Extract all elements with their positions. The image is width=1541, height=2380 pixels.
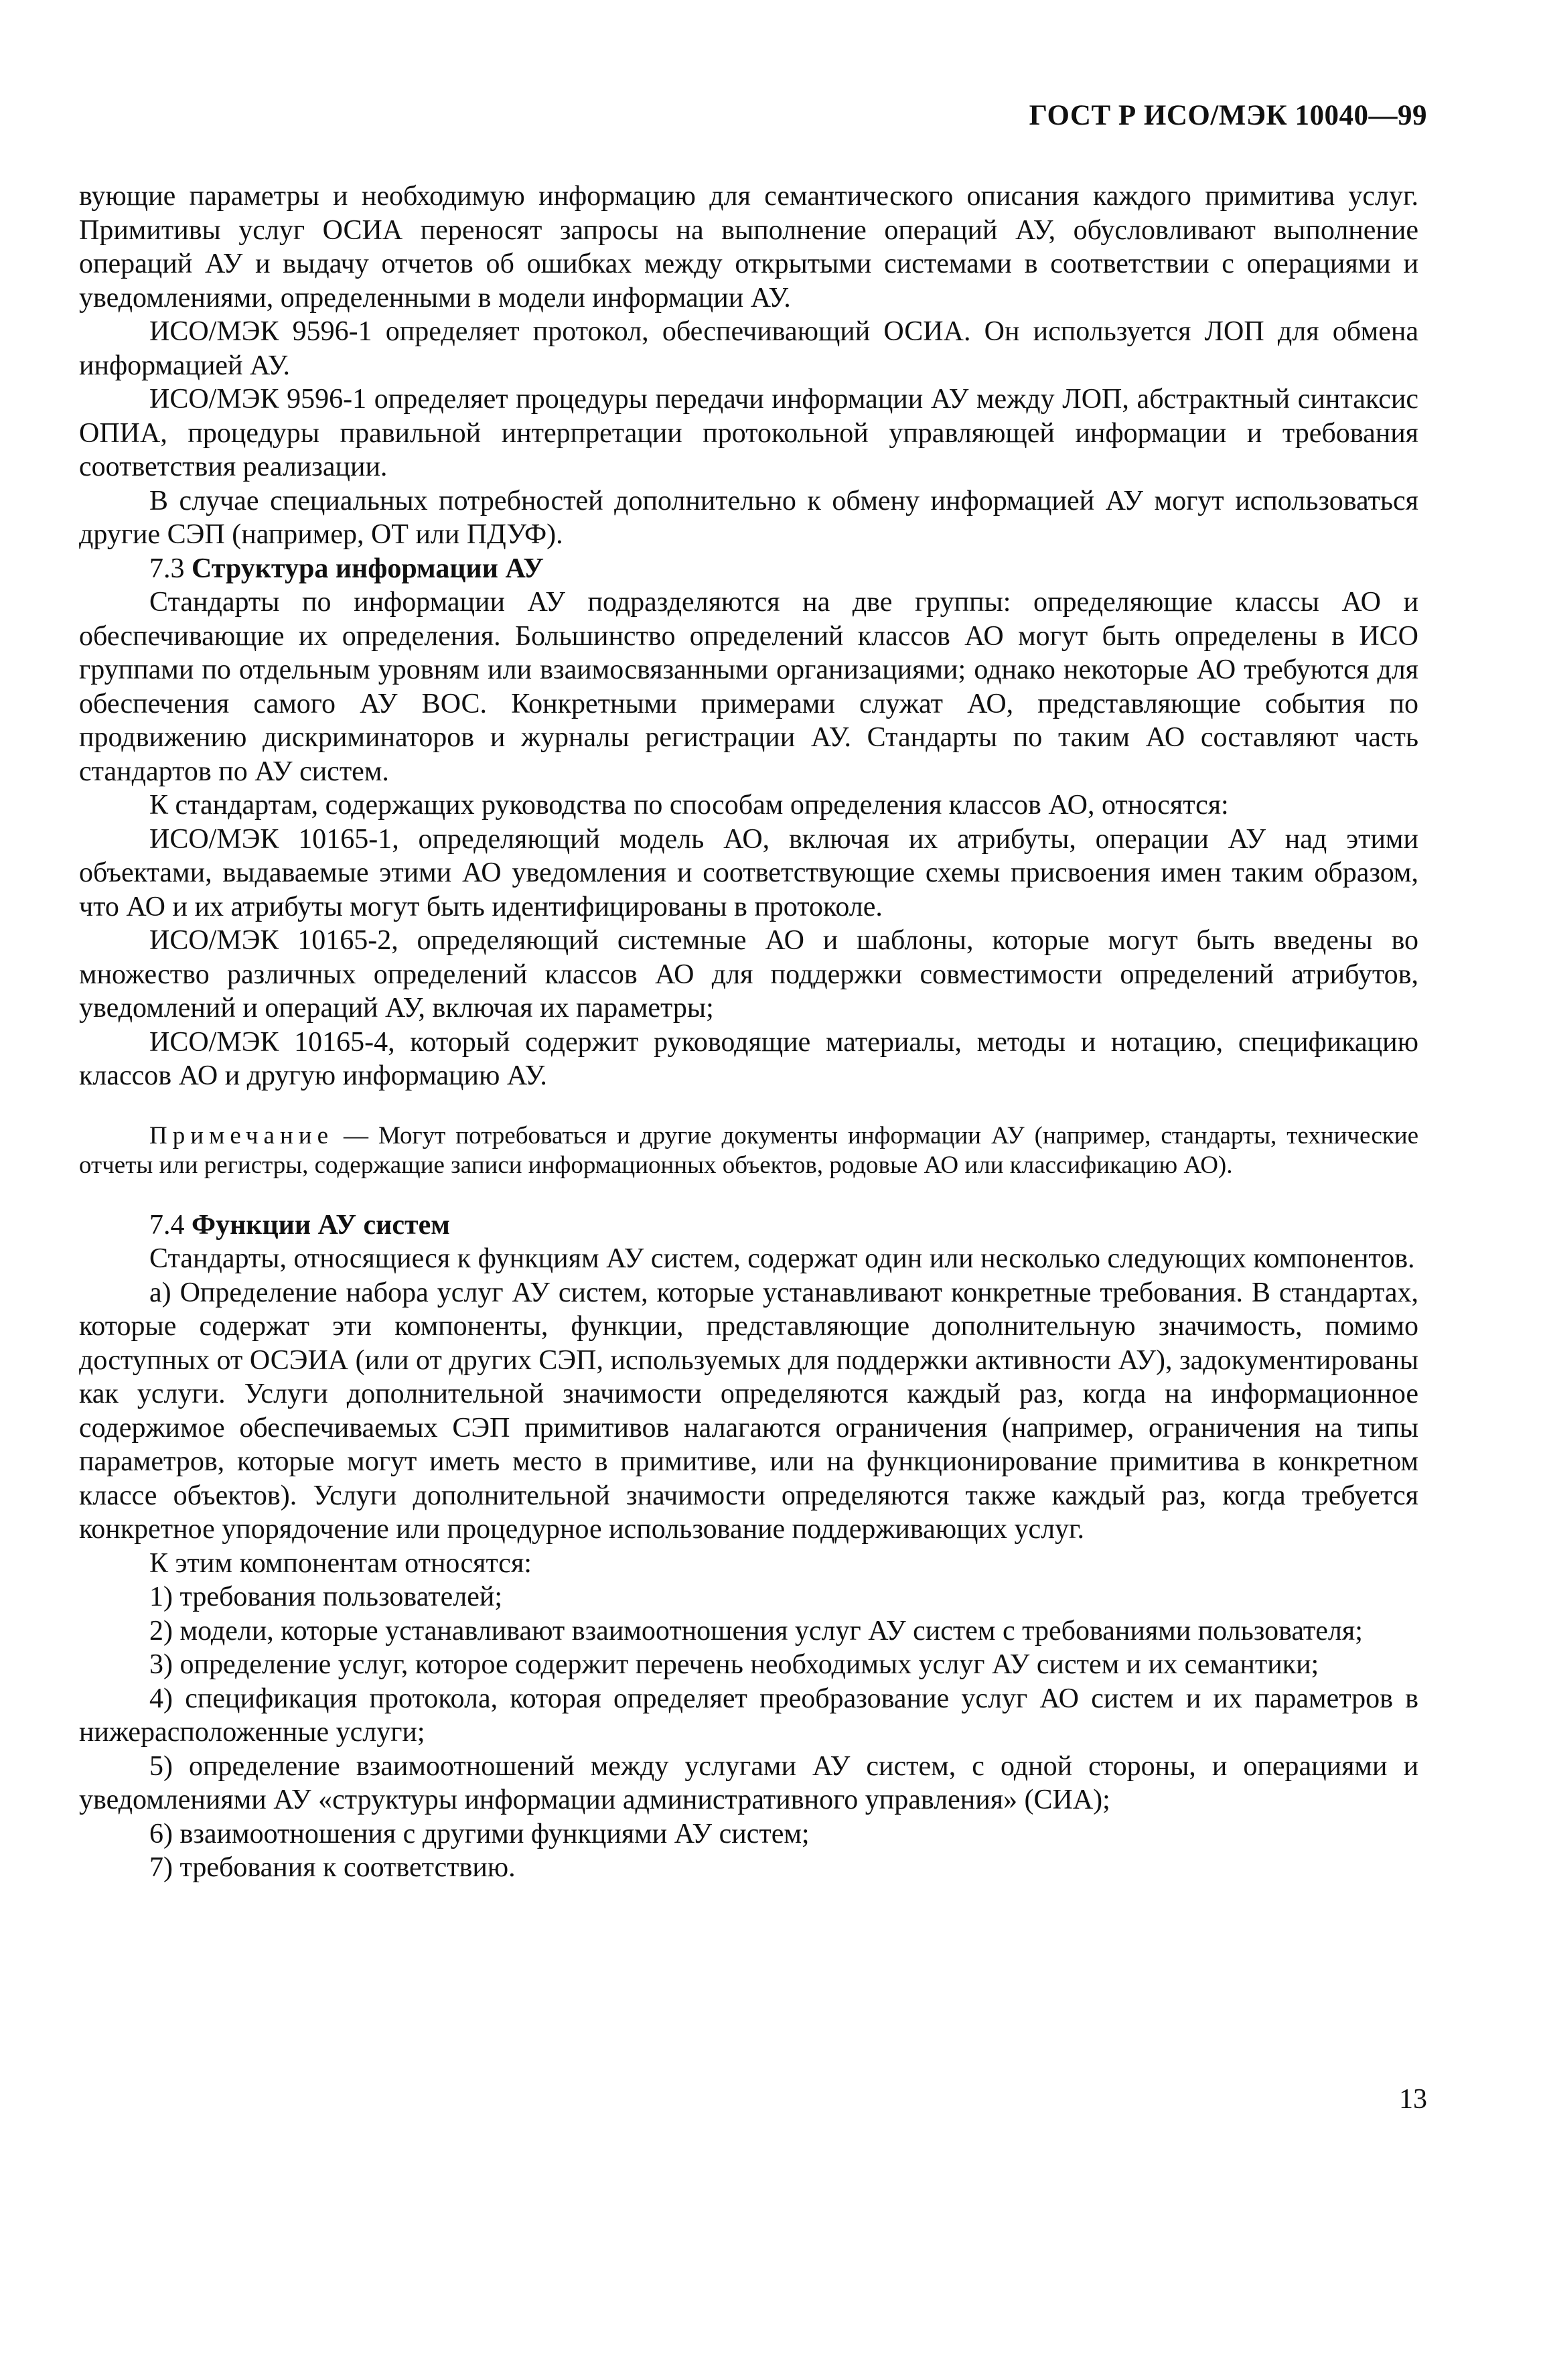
list-item: 3) определение услуг, которое содержит перечень необходимых услуг АУ систем и их семантики;	[149, 1649, 1319, 1680]
paragraph: ИСО/МЭК 10165-2, определяющий системные АО и шаблоны, которые могут быть введены во множество различных определений классов АО для поддержки совместимости определений атрибутов, уведомлений и операций АУ, включая их параметры;	[79, 925, 1418, 1024]
section-number: 7.4	[149, 1209, 185, 1241]
paragraph-continued: вующие параметры и необходимую информацию для семантического описания каждого примитива услуг. Примитивы услуг ОСИА переносят запросы на выполнение операций АУ, обусловливают выполнение операций АУ и выдачу отчетов об ошибках между открытыми системами в соответствии с операциями и уведомлениями, определенными в модели информации АУ.	[79, 181, 1418, 313]
list-item: 6) взаимоотношения с другими функциями АУ систем;	[149, 1818, 810, 1849]
list-item: 7) требования к соответствию.	[149, 1852, 516, 1883]
paragraph: ИСО/МЭК 10165-1, определяющий модель АО, включая их атрибуты, операции АУ над этими объектами, выдаваемые этими АО уведомления и соответствующие схемы присвоения имен таким образом, что АО и их атрибуты могут быть идентифицированы в протоколе.	[79, 823, 1418, 922]
section-heading-7-3	[79, 552, 1418, 586]
paragraph: В случае специальных потребностей дополнительно к обмену информацией АУ могут использоваться другие СЭП (например, ОТ или ПДУФ).	[79, 485, 1418, 550]
page-number: 13	[1399, 2084, 1427, 2115]
note-label: Примечание	[149, 1121, 334, 1149]
paragraph: ИСО/МЭК 10165-4, который содержит руководящие материалы, методы и нотацию, спецификацию классов АО и другую информацию АУ.	[79, 1026, 1418, 1091]
page-content	[79, 180, 1418, 1885]
paragraph: Стандарты по информации АУ подразделяются на две группы: определяющие классы АО и обеспечивающие их определения. Большинство определений классов АО могут быть определены в ИСО группами по отдельным уровням или взаимосвязанными организациями; однако некоторые АО требуются для обеспечения самого АУ ВОС. Конкретными примерами служат АО, представляющие события по продвижению дискриминаторов и журналы регистрации АУ. Стандарты по таким АО составляют часть стандартов по АУ систем.	[79, 587, 1418, 787]
section-number: 7.3	[149, 553, 185, 584]
list-item: 4) спецификация протокола, которая определяет преобразование услуг АО систем и их параметров в нижерасположенные услуги;	[79, 1683, 1418, 1748]
document-header: ГОСТ Р ИСО/МЭК 10040—99	[1029, 100, 1427, 131]
paragraph: а) Определение набора услуг АУ систем, которые устанавливают конкретные требования. В стандартах, которые содержат эти компоненты, функции, представляющие дополнительную значимость, помимо доступных от ОСЭИА (или от других СЭП, используемых для поддержки активности АУ), задокументированы как услуги. Услуги дополнительной значимости определяются каждый раз, когда на информационное содержимое обеспечиваемых СЭП примитивов налагаются ограничения (например, ограничения на типы параметров, которые могут иметь место в примитиве, или на функционирование примитива в конкретном классе объектов). Услуги дополнительной значимости определяются также каждый раз, когда требуется конкретное упорядочение или процедурное использование поддерживающих услуг.	[79, 1277, 1418, 1545]
list-item: 5) определение взаимоотношений между услугами АУ систем, с одной стороны, и операциями и уведомлениями АУ «структуры информации административного управления» (СИА);	[79, 1750, 1418, 1815]
note-text: — Могут потребоваться и другие документы информации АУ (например, стандарты, технические отчеты или регистры, содержащие записи информационных объектов, родовые АО или классификацию АО).	[79, 1121, 1418, 1179]
list-item: 1) требования пользователей;	[149, 1582, 503, 1612]
paragraph: ИСО/МЭК 9596-1 определяет протокол, обеспечивающий ОСИА. Он используется ЛОП для обмена информацией АУ.	[79, 316, 1418, 381]
section-heading-7-4	[79, 1208, 1418, 1243]
note	[79, 1121, 1418, 1180]
section-title: Структура информации АУ	[192, 553, 544, 584]
list-item: 2) модели, которые устанавливают взаимоотношения услуг АУ систем с требованиями пользователя;	[149, 1615, 1363, 1647]
paragraph: ИСО/МЭК 9596-1 определяет процедуры передачи информации АУ между ЛОП, абстрактный синтаксис ОПИА, процедуры правильной интерпретации протокольной управляющей информации и требования соответствия реализации.	[79, 384, 1418, 482]
paragraph: К этим компонентам относятся:	[149, 1547, 532, 1579]
paragraph: К стандартам, содержащих руководства по способам определения классов АО, относятся:	[149, 790, 1229, 821]
paragraph: Стандарты, относящиеся к функциям АУ систем, содержат один или несколько следующих компонентов.	[149, 1243, 1415, 1274]
section-title: Функции АУ систем	[192, 1209, 450, 1241]
